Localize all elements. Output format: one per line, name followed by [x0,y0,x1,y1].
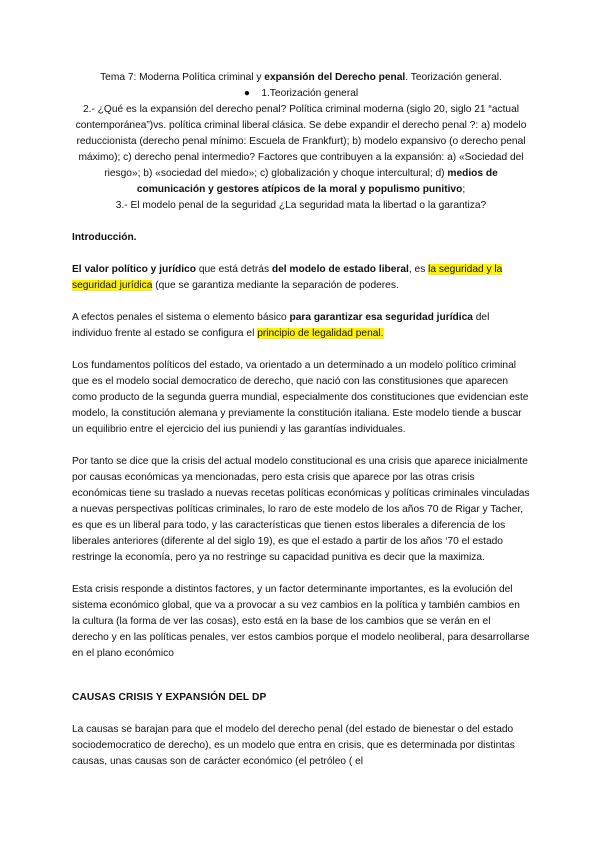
paragraph-3: Los fundamentos políticos del estado, va orientado a un determinado a un modelo político criminal que es el modelo social democratico de derecho, que nació con las constitusiones que aparecen como producto de la segunda guerra mundial, especialmente dos constituciones que evidencian este modelo, la constitución alemana y previamente la constitución italiana. Este modelo tiende a buscar un equilibrio entre el ejercicio del ius puniendi y las garantías individuales. [72,360,529,435]
paragraph-1: El valor político y jurídico que está detrás del modelo de estado liberal, es la seguridad y la seguridad jurídica (que se garantiza mediante la separación de poderes. [72,264,503,291]
paragraph-4: Por tanto se dice que la crisis del actual modelo constitucional es una crisis que aparece inicialmente por causas económicas ya mencionadas, pero esta crisis que aparece por las otras crisis económicas tiene su traslado a nuevas recetas políticas económicas y políticas criminales vinculadas a nuevas perspectivas políticas criminales, lo raro de este modelo de los años 70 de Rigar y Tacher, es que es un liberal para todo, y las características que tienen estos liberales a diferencia de los liberales anteriores (diferente al del siglo 19), es que el estado a partir de los años ‘70 el estado restringe la economía, pero ya no restringe su capacidad punitiva es decir que la maximiza. [72,456,530,563]
document-page [72,70,530,770]
outline-item-2: 2.- ¿Qué es la expansión del derecho penal? Política criminal moderna (siglo 20, siglo 21 “actual contemporánea”)vs. política criminal liberal clásica. Se debe expandir el derecho penal ?: a) modelo reduccionista (derecho penal mínimo: Escuela de Frankfurt); b) modelo expansivo (o derecho penal máximo); c) derecho penal intermedio? Factores que contribuyen a la expansión: a) «Sociedad del riesgo»; b) «sociedad del miedo»; c) globalización y choque intercultural; d) medios de comunicación y gestores atípicos de la moral y populismo punitivo; [75,104,527,195]
document-title: Tema 7: Moderna Política criminal y expansión del Derecho penal. Teorización general. [100,72,502,83]
highlighted-text: principio de legalidad penal. [257,328,384,339]
paragraph-5: Esta crisis responde a distintos factores, y un factor determinante importantes, es la evolución del sistema económico global, que va a provocar a su vez cambios en la política y también cambios en la cultura (la forma de ver las cosas), esto está en la base de los cambios que se verán en el derecho y en las políticas penales, ver estos cambios porque el modelo neoliberal, para desarrollarse en el plano económico [72,584,530,659]
outline-item-3: 3.- El modelo penal de la seguridad ¿La seguridad mata la libertad o la garantiza? [115,200,487,211]
paragraph-6: La causas se barajan para que el modelo del derecho penal (del estado de bienestar o del estado sociodemocratico de derecho), es un modelo que entra en crisis, que es determinada por distintas causas, unas causas son de carácter económico (el petróleo ( el [72,724,515,767]
intro-heading: Introducción. [72,232,137,243]
bullet-item-1: ● 1.Teorización general [243,88,359,99]
highlighted-text: la seguridad y la seguridad jurídica [72,264,503,291]
bullet-icon: ● [243,88,250,99]
section-heading: CAUSAS CRISIS Y EXPANSIÓN DEL DP [72,692,267,703]
paragraph-2: A efectos penales el sistema o elemento básico para garantizar esa seguridad jurídica del individuo frente al estado se configura el principio de legalidad penal. [72,312,490,339]
